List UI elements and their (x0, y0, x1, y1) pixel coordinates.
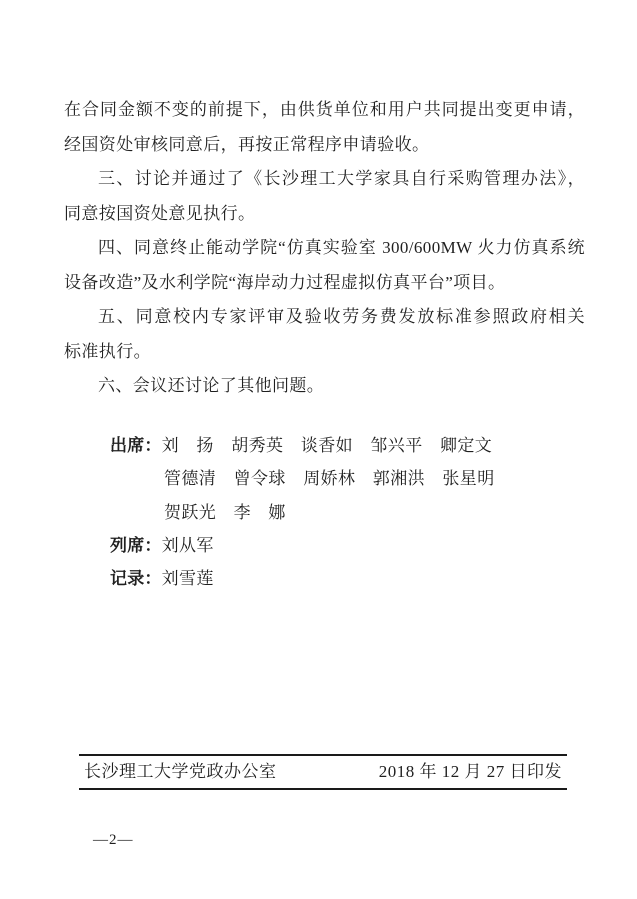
body-line: 标准执行。 (64, 341, 151, 361)
attendance-label: 记录： (110, 569, 162, 589)
body-line: 在合同金额不变的前提下，由供货单位和用户共同提出变更申请， (64, 100, 585, 119)
body-line: 同意按国资处意见执行。 (64, 203, 256, 223)
attendance-row (110, 529, 585, 562)
body-line: 四、同意终止能动学院“仿真实验室 300/600MW 火力仿真系统 (98, 238, 585, 257)
body-line: 五、同意校内专家评审及验收劳务费发放标准参照政府相关 (98, 307, 585, 326)
footer-print-date: 2018 年 12 月 27 日印发 (378, 762, 562, 781)
body-line: 设备改造”及水利学院“海岸动力过程虚拟仿真平台”项目。 (64, 272, 506, 292)
attendance-label: 列席： (110, 535, 162, 555)
footer-row (84, 756, 562, 788)
body-line: 六、会议还讨论了其他问题。 (98, 376, 325, 395)
attendance-label: 出席： (110, 436, 162, 455)
footer-divider-bottom (79, 788, 567, 790)
document-body (64, 93, 585, 404)
attendance-names: 刘雪莲 (161, 569, 214, 589)
body-line: 三、讨论并通过了《长沙理工大学家具自行采购管理办法》， (98, 169, 585, 188)
attendance-row (110, 462, 585, 495)
attendance-names: 刘 扬 胡秀英 谈香如 邹兴平 卿定文 (161, 436, 493, 455)
attendance-names: 贺跃光 李 娜 (164, 502, 286, 522)
footer-issuer: 长沙理工大学党政办公室 (84, 762, 277, 781)
page-number: —2— (93, 832, 134, 848)
attendance-row (110, 496, 585, 529)
attendance-row (110, 429, 585, 462)
attendance-names: 管德清 曾令球 周娇林 郭湘洪 张星明 (164, 469, 495, 489)
attendance-row (110, 562, 585, 595)
attendance-names: 刘从军 (161, 535, 214, 555)
body-line: 经国资处审核同意后，再按正常程序申请验收。 (64, 134, 430, 154)
attendance-section (110, 429, 585, 595)
